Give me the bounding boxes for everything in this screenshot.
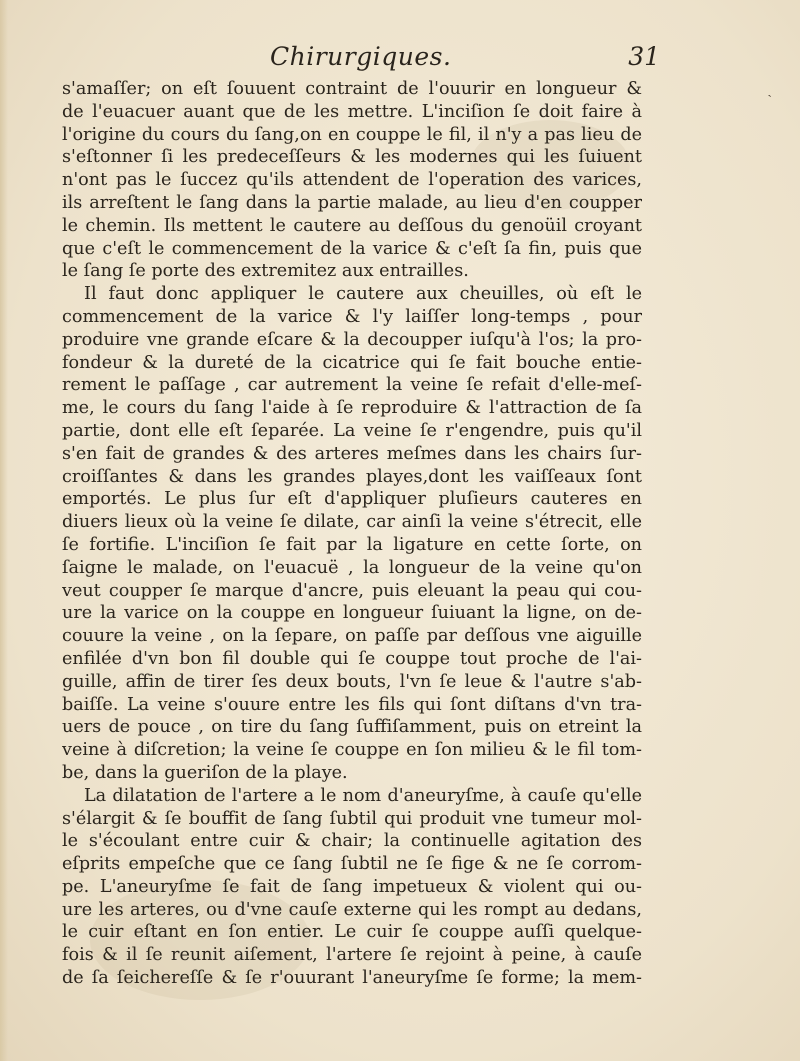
text-line: s'eſtonner ſi les predeceſſeurs & les modernes qui les ſuiuent bbox=[62, 147, 642, 168]
text-line: couure la veine , on la ſepare, on paſſe par deſſous vne aiguille bbox=[62, 626, 642, 647]
text-line: eſprits empeſche que ce ſang ſubtil ne ſe fige & ne ſe corrom- bbox=[62, 854, 642, 875]
text-line: que c'eſt le commencement de la varice & c'eſt ſa fin, puis que bbox=[62, 238, 642, 259]
text-line: be, dans la gueriſon de la playe. bbox=[62, 762, 348, 783]
text-line: pe. L'aneuryſme ſe fait de ſang impetueux & violent qui ou- bbox=[62, 876, 642, 897]
paragraph-first-line: Il faut donc appliquer le cautere aux cheuilles, où eſt le bbox=[84, 284, 642, 305]
text-line: commencement de la varice & l'y laiſſer long-temps , pour bbox=[62, 306, 642, 327]
text-line: diuers lieux où la veine ſe dilate, car ainſi la veine s'étrecit, elle bbox=[62, 512, 642, 533]
text-line: s'élargit & ſe bouffit de ſang ſubtil qui produit vne tumeur mol- bbox=[62, 808, 642, 829]
page-number: 31 bbox=[628, 42, 660, 71]
text-line: fois & il ſe reunit aiſement, l'artere ſe rejoint à peine, à cauſe bbox=[62, 945, 642, 966]
text-line: produire vne grande eſcare & la decoupper iuſqu'à l'os; la pro- bbox=[62, 329, 642, 350]
text-line: le s'écoulant entre cuir & chair; la continuelle agitation des bbox=[62, 831, 642, 852]
text-line: ure les arteres, ou d'vne cauſe externe qui les rompt au dedans, bbox=[62, 899, 642, 920]
text-line: ure la varice on la couppe en longueur ſuiuant la ligne, on de- bbox=[62, 603, 642, 624]
running-title: Chirurgiques. bbox=[270, 42, 452, 71]
text-line: partie, dont elle eſt ſeparée. La veine ſe r'engendre, puis qu'il bbox=[62, 420, 642, 441]
text-line: l'origine du cours du ſang,on en couppe le fil, il n'y a pas lieu de bbox=[62, 124, 642, 145]
text-line: uers de pouce , on tire du ſang ſuffiſamment, puis on etreint la bbox=[62, 717, 642, 738]
text-line: ils arreſtent le ſang dans la partie malade, au lieu d'en coupper bbox=[62, 192, 642, 213]
body-text bbox=[62, 78, 642, 990]
text-line: guille, affin de tirer ſes deux bouts, l'vn ſe leue & l'autre s'ab- bbox=[62, 671, 642, 692]
text-line: de l'euacuer auant que de les mettre. L'inciſion ſe doit faire à bbox=[62, 101, 642, 122]
paragraph-first-line: La dilatation de l'artere a le nom d'aneuryſme, à cauſe qu'elle bbox=[84, 785, 642, 806]
text-line: ſaigne le malade, on l'euacuë , la longueur de la veine qu'on bbox=[62, 557, 642, 578]
text-line: baiſſe. La veine s'ouure entre les fils qui ſont diſtans d'vn tra- bbox=[62, 694, 642, 715]
text-line: rement le paſſage , car autrement la veine ſe refait d'elle-meſ- bbox=[62, 375, 642, 396]
text-line: le chemin. Ils mettent le cautere au deſſous du genoüil croyant bbox=[62, 215, 642, 236]
text-line: n'ont pas le ſuccez qu'ils attendent de l'operation des varices, bbox=[62, 170, 642, 191]
page-binding-edge bbox=[0, 0, 8, 1061]
text-line: le cuir eſtant en ſon entier. Le cuir ſe couppe auſſi quelque- bbox=[62, 922, 642, 943]
margin-mark: ˎ bbox=[767, 82, 772, 98]
text-line: s'en fait de grandes & des arteres meſmes dans les chairs ſur- bbox=[62, 443, 642, 464]
text-line: croiſſantes & dans les grandes playes,dont les vaiſſeaux ſont bbox=[62, 466, 642, 487]
text-line: fondeur & la dureté de la cicatrice qui ſe fait bouche entie- bbox=[62, 352, 642, 373]
text-line: veine à diſcretion; la veine ſe couppe en ſon milieu & le fil tom- bbox=[62, 740, 642, 761]
text-line: ſe fortifie. L'inciſion ſe fait par la ligature en cette ſorte, on bbox=[62, 534, 642, 555]
text-line: le ſang ſe porte des extremitez aux entrailles. bbox=[62, 261, 469, 282]
text-line: emportés. Le plus ſur eſt d'appliquer pluſieurs cauteres en bbox=[62, 489, 642, 510]
text-line: s'amaſſer; on eſt ſouuent contraint de l'ouurir en longueur & bbox=[62, 79, 642, 99]
text-line: de ſa ſeichereſſe & ſe r'ouurant l'aneuryſme ſe forme; la mem- bbox=[62, 968, 642, 989]
text-line: me, le cours du ſang l'aide à ſe reproduire & l'attraction de ſa bbox=[62, 398, 642, 419]
page-header bbox=[60, 42, 660, 78]
text-line: veut coupper ſe marque d'ancre, puis eleuant la peau qui cou- bbox=[62, 580, 642, 601]
text-line: enfilée d'vn bon fil double qui ſe couppe tout proche de l'ai- bbox=[62, 648, 642, 669]
